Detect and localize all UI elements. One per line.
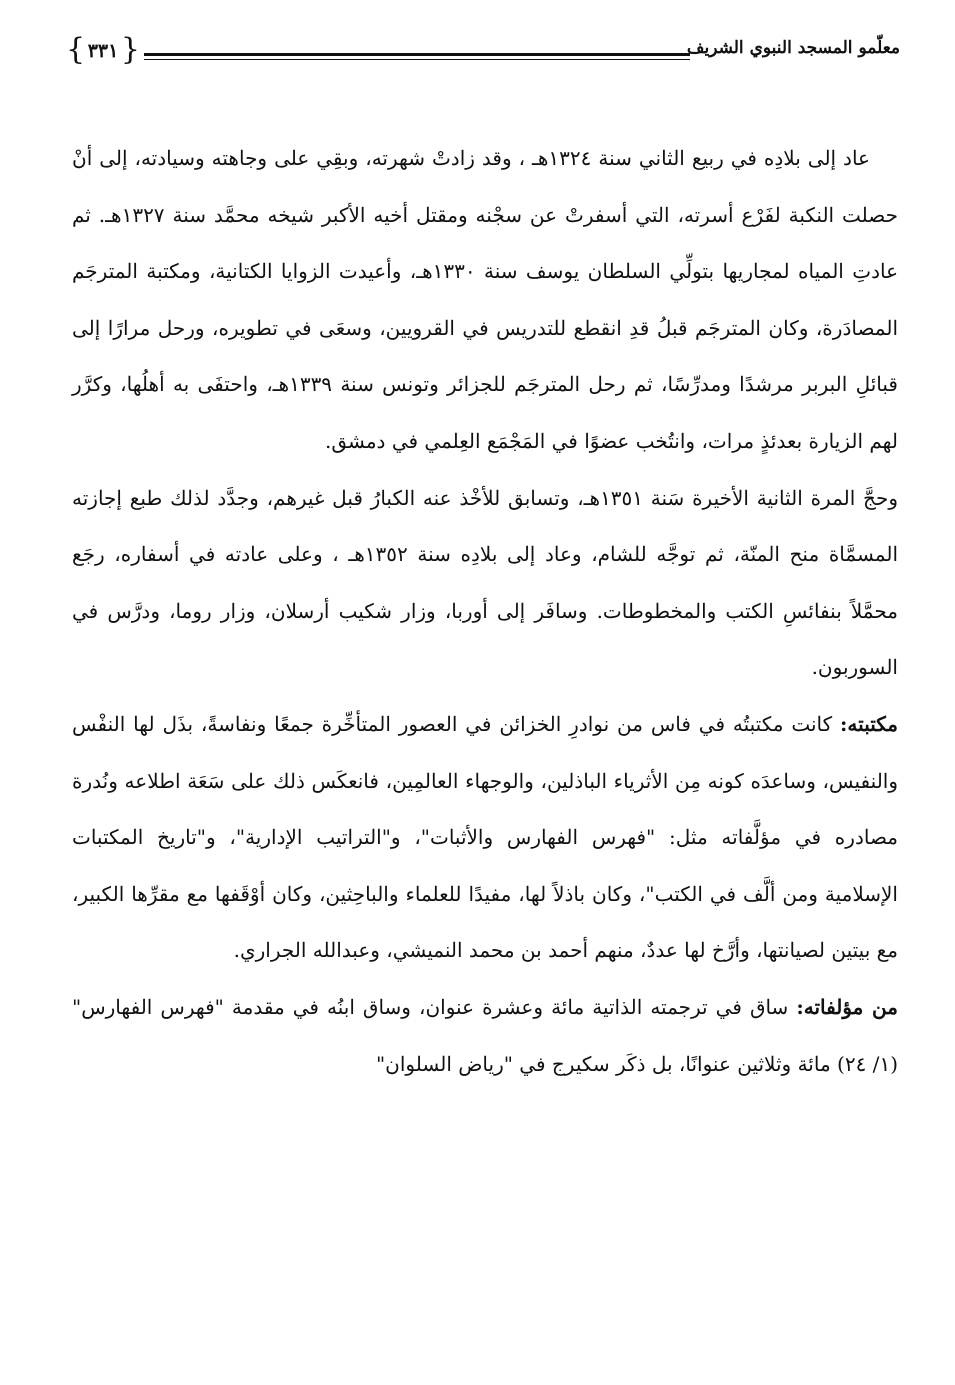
header-rule [144,53,690,56]
page-number: { ٣٣١ } [70,34,136,68]
paragraph-text: وحجَّ المرة الثانية الأخيرة سَنة ١٣٥١هـ، وتسابق للأخْذ عنه الكبارُ قبل غيرهم، وجدَّد لذلك طبع إجازته المسمَّاة منح المنّة، ثم توجَّه للشام، وعاد إلى بلادِه سنة ١٣٥٢هـ ، وعلى عادته في أسفاره، رجَع محمَّلاً بنفائسِ الكتب والمخطوطات. وسافَر إلى أوربا، وزار شكيب أرسلان، وزار روما، ودرَّس في السوربون. [72,485,899,680]
paragraph-library [72,696,898,979]
paragraph-text: عاد إلى بلادِه في ربيع الثاني سنة ١٣٢٤هـ ، وقد زادتْ شهرته، وبقِي على وجاهته وسيادته، إلى أنْ حصلت النكبة لفَرْع أسرته، التي أسفرتْ عن سجْنه ومقتل أخيه الأكبر شيخه محمَّد سنة ١٣٢٧هـ. ثم عادتِ المياه لمجاريها بتولِّي السلطان يوسف سنة ١٣٣٠هـ، وأعيدت الزوايا الكتانية، ومكتبة المترجَم المصادَرة، وكان المترجَم قبلُ قدِ انقطع للتدريس في القرويين، وسعَى في تطويره، ورحل مرارًا إلى قبائلِ البربر مرشدًا ومدرِّسًا، ثم رحل المترجَم للجزائر وتونس سنة ١٣٣٩هـ، واحتفَى به أهلُها، وكرَّر لهم الزيارة بعدئذٍ مرات، وانتُخب عضوًا في المَجْمَع العِلمي في دمشق. [72,146,899,453]
body-text [72,130,898,1092]
paragraph-lead: من مؤلفاته: [796,994,898,1019]
paragraph-works [72,979,898,1092]
paragraph-second-hajj [72,470,898,696]
paragraph-text: كانت مكتبتُه في فاس من نوادرِ الخزائن في العصور المتأخِّرة جمعًا ونفاسةً، بذَل لها النفْس والنفيس، وساعدَه كونه مِن الأثرياء الباذلين، والوجهاء العالمِين، فانعكَس ذلك على سَعَة اطلاعه ونُدرة مصادره في مؤلَّفاته مثل: "فهرس الفهارس والأثبات"، و"التراتيب الإدارية"، و"تاريخ المكتبات الإسلامية ومن ألَّف في الكتب"، وكان باذلاً لها، مفيدًا للعلماء والباحِثين، وكان أوْقَفها مع مقرِّها الكبير، مع بيتين لصيانتها، وأرَّخ لها عددٌ، منهم أحمد بن محمد النميشي، وعبدالله الجراري. [72,711,898,963]
running-title: معلّمو المسجد النبوي الشريف [686,38,900,58]
header-rule-thin [144,59,690,60]
paragraph-biography-return [72,130,898,470]
paragraph-lead: مكتبته: [840,711,899,736]
paragraph-text: ساق في ترجمته الذاتية مائة وعشرة عنوان، وساق ابنُه في مقدمة "فهرس الفهارس" (١/ ٢٤) مائة وثلاثين عنوانًا، بل ذكَر سكيرج في "رياض السلوان" [72,994,898,1076]
running-header [62,26,900,74]
